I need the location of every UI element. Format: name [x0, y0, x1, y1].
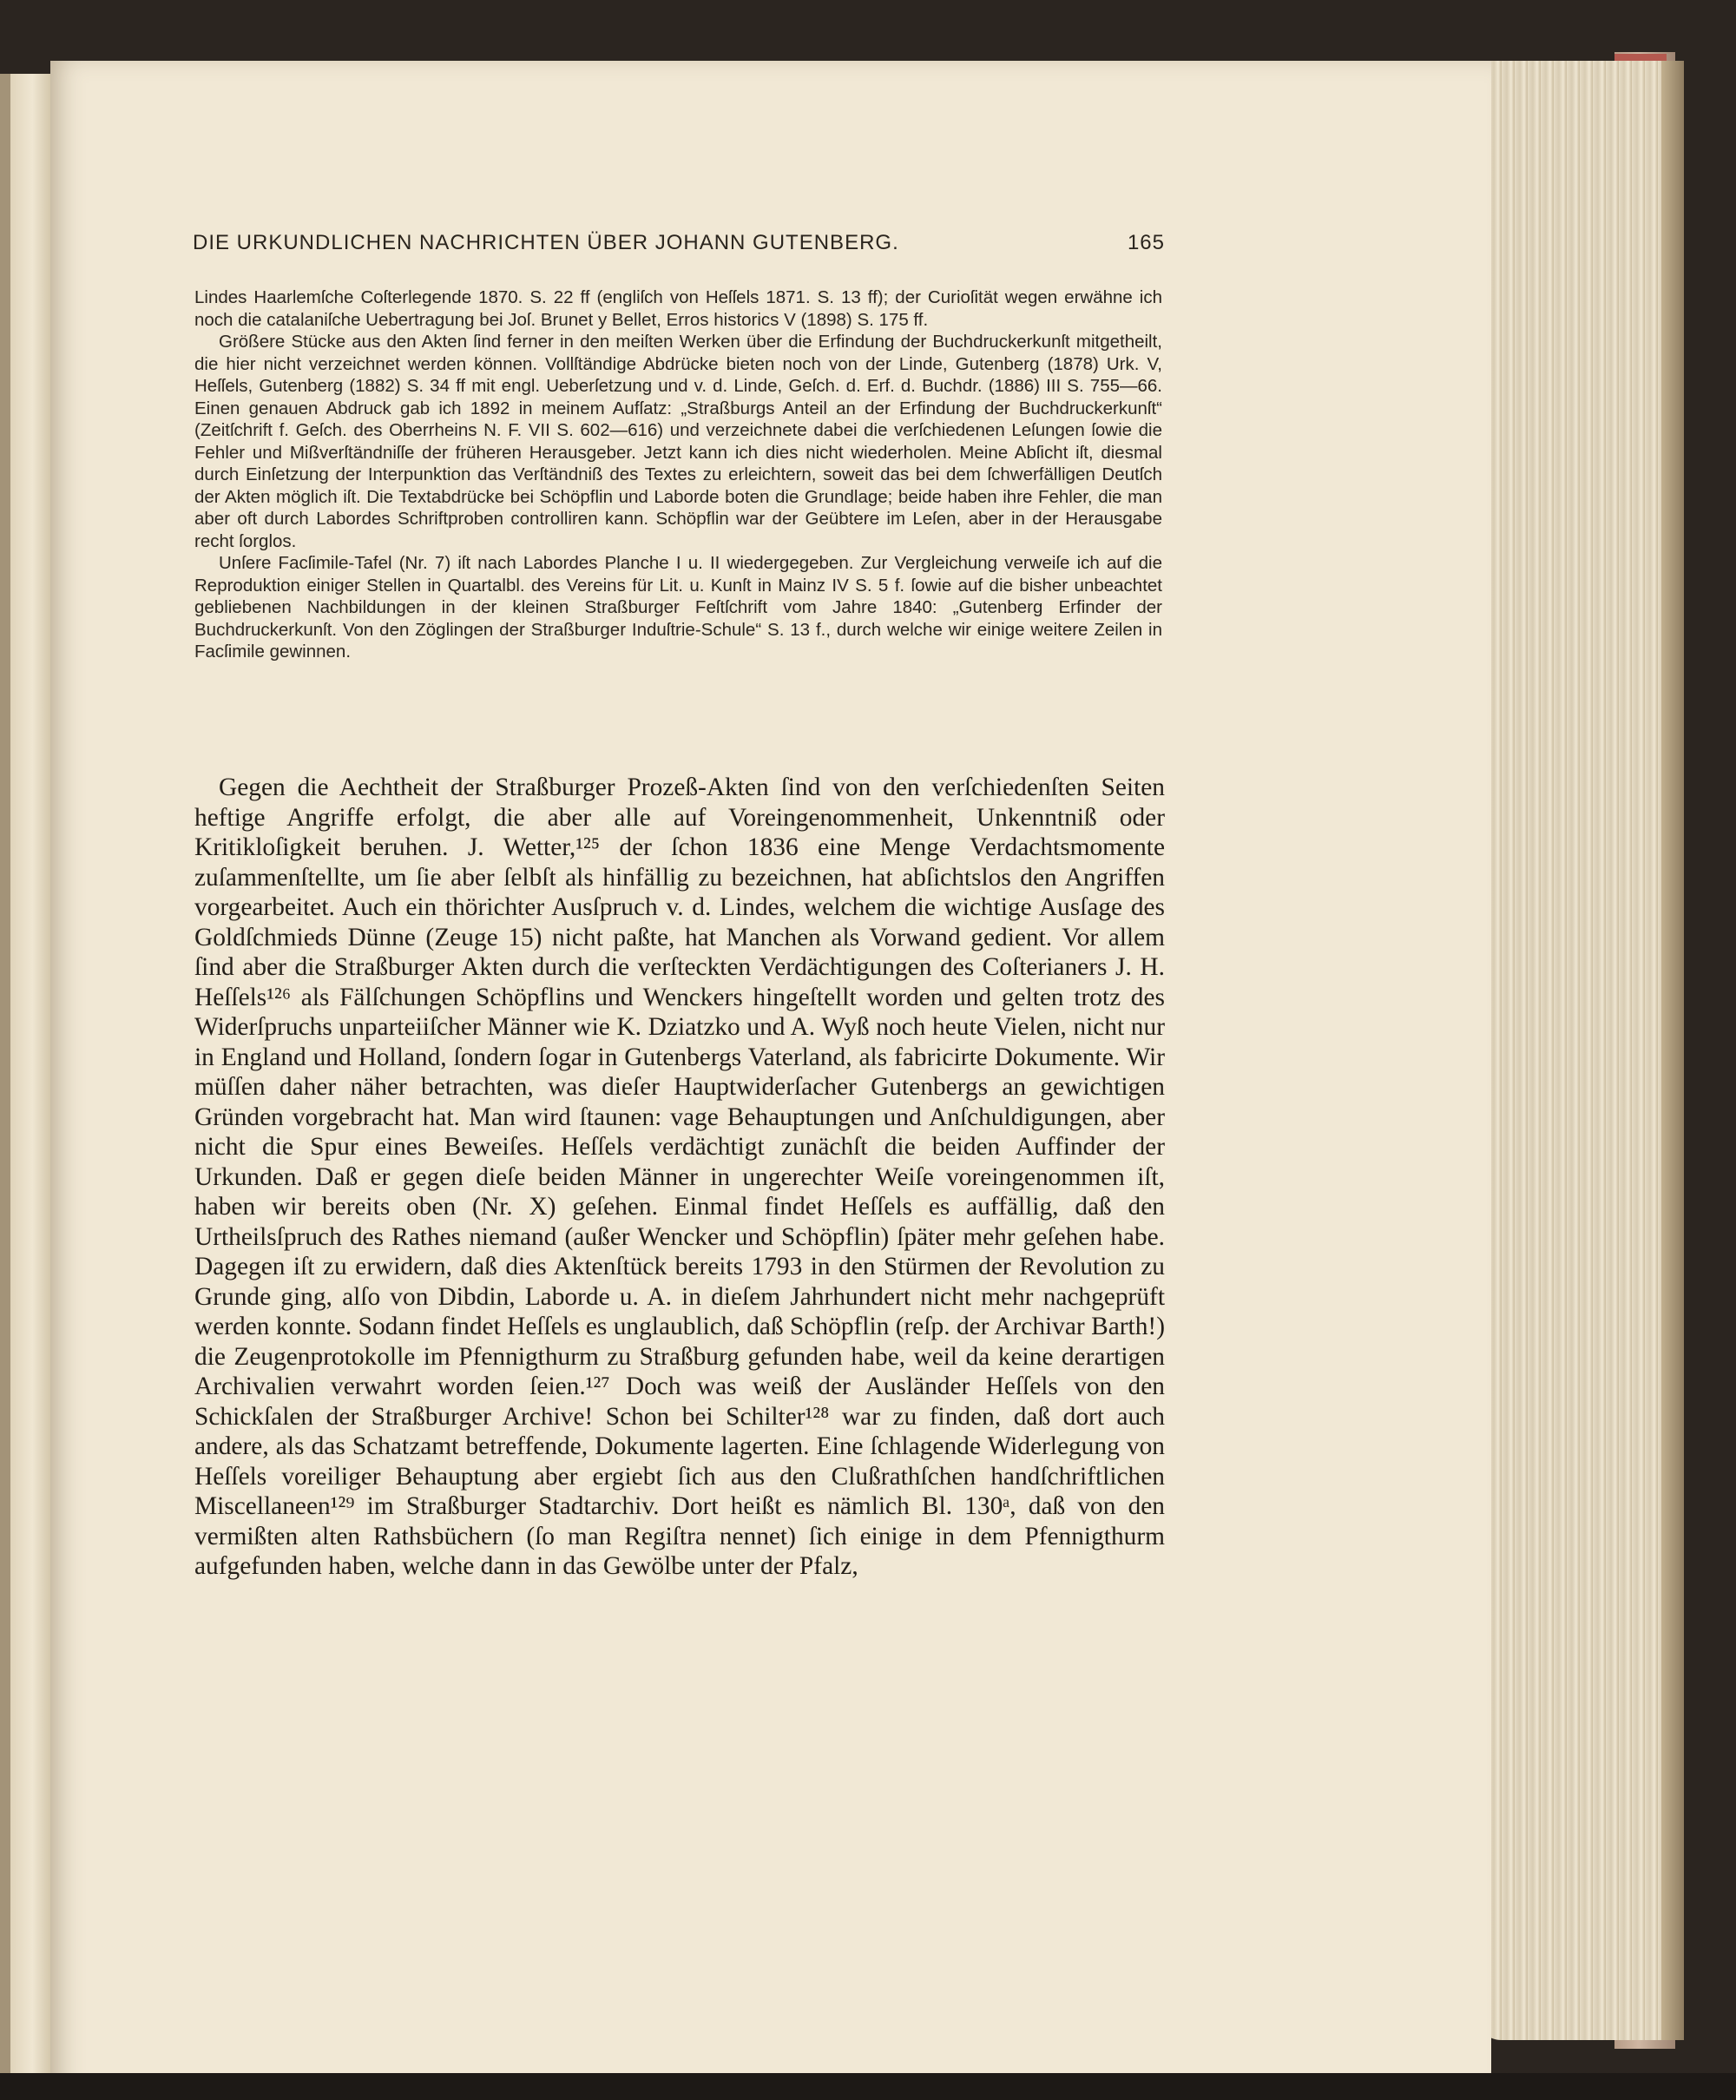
- footnotes-block: [194, 286, 1162, 663]
- left-page-shadow: [0, 74, 10, 2097]
- scan-bottom-border: [0, 2073, 1736, 2100]
- footnote-paragraph: Größere Stücke aus den Akten ſind ferner in den meiſten Werken über die Erfindung der Buchdruckerkunſt mitgetheilt, die hier nicht verzeichnet werden können. Vollſtändige Abdrücke bieten noch von der Linde, Gutenberg (1878) Urk. V, Heſſels, Gutenberg (1882) S. 34 ff mit engl. Ueberſetzung und v. d. Linde, Geſch. d. Erf. d. Buchdr. (1886) III S. 755—66. Einen genauen Abdruck gab ich 1892 in meinem Aufſatz: „Straßburgs Anteil an der Erfindung der Buchdruckerkunſt“ (Zeitſchrift f. Geſch. des Oberrheins N. F. VII S. 602—616) und verzeichnete dabei die verſchiedenen Leſungen ſowie die Fehler und Mißverſtändniſſe der früheren Herausgeber. Jetzt kann ich dies nicht wiederholen. Meine Abſicht iſt, diesmal durch Einſetzung der Interpunktion das Verſtändniß des Textes zu erleichtern, soweit das bei dem ſchwerfälligen Deutſch der Akten möglich iſt. Die Textabdrücke bei Schöpflin und Laborde boten die Grundlage; beide haben ihre Fehler, die man aber oft durch Labordes Schriftproben controlliren kann. Schöpflin war der Geübtere im Leſen, aber in der Herausgabe recht ſorglos.: [194, 332, 1162, 551]
- body-paragraph: Gegen die Aechtheit der Straßburger Prozeß-Akten ſind von den verſchiedenſten Seiten heftige Angriffe erfolgt, die aber alle auf Voreingenommenheit, Unkenntniß oder Kritikloſigkeit beruhen. J. Wetter,¹²⁵ der ſchon 1836 eine Menge Verdachtsmomente zuſammenſtellte, um ſie aber ſelbſt als hinfällig zu bezeichnen, hat abſichtslos den Angriffen vorgearbeitet. Auch ein thörichter Ausſpruch v. d. Lindes, welchem die wichtige Ausſage des Goldſchmieds Dünne (Zeuge 15) nicht paßte, hat Manchen als Vorwand gedient. Vor allem ſind aber die Straßburger Akten durch die verſteckten Verdächtigungen des Coſterianers J. H. Heſſels¹²⁶ als Fälſchungen Schöpflins und Wenckers hingeſtellt worden und gelten trotz des Widerſpruchs unparteiiſcher Männer wie K. Dziatzko und A. Wyß noch heute Vielen, nicht nur in England und Holland, ſondern ſogar in Gutenbergs Vaterland, als fabricirte Dokumente. Wir müſſen daher näher betrachten, was dieſer Hauptwiderſacher Gutenbergs an gewichtigen Gründen vorgebracht hat. Man wird ſtaunen: vage Behauptungen und Anſchuldigungen, aber nicht die Spur eines Beweiſes. Heſſels verdächtigt zunächſt die beiden Auffinder der Urkunden. Daß er gegen dieſe beiden Männer in ungerechter Weiſe voreingenommen iſt, haben wir bereits oben (Nr. X) geſehen. Einmal findet Heſſels es auffällig, daß den Urtheilsſpruch des Rathes niemand (außer Wencker und Schöpflin) ſpäter mehr geſehen habe. Dagegen iſt zu erwidern, daß dies Aktenſtück bereits 1793 in den Stürmen der Revolution zu Grunde ging, alſo von Dibdin, Laborde u. A. in dieſem Jahrhundert nicht mehr nachgeprüft werden konnte. Sodann findet Heſſels es unglaublich, daß Schöpflin (reſp. der Archivar Barth!) die Zeugenprotokolle im Pfennigthurm zu Straßburg gefunden habe, weil da keine derartigen Archivalien verwahrt worden ſeien.¹²⁷ Doch was weiß der Ausländer Heſſels von den Schickſalen der Straßburger Archive! Schon bei Schilter¹²⁸ war zu finden, daß dort auch andere, als das Schatzamt betreffende, Dokumente lagerten. Eine ſchlagende Widerlegung von Heſſels voreiliger Behauptung aber ergiebt ſich aus den Clußrathſchen handſchriftlichen Miscellaneen¹²⁹ im Straßburger Stadtarchiv. Dort heißt es nämlich Bl. 130ᵃ, daß von den vermißten alten Rathsbüchern (ſo man Regiſtra nennet) ſich einige in dem Pfennigthurm aufgefunden haben, welche dann in das Gewölbe unter der Pfalz,: [194, 774, 1165, 1580]
- footnote-paragraph: Lindes Haarlemſche Coſterlegende 1870. S. 22 ff (engliſch von Heſſels 1871. S. 13 ff); der Curioſität wegen erwähne ich noch die catalaniſche Uebertragung bei Joſ. Brunet y Bellet, Erros historics V (1898) S. 175 ff.: [194, 287, 1162, 330]
- running-head-title: DIE URKUNDLICHEN NACHRICHTEN ÜBER JOHANN GUTENBERG.: [193, 231, 899, 254]
- footnote-paragraph: Unſere Facſimile-Tafel (Nr. 7) iſt nach Labordes Planche I u. II wiedergegeben. Zur Vergleichung verweiſe ich auf die Reproduktion einiger Stellen in Quartalbl. des Vereins für Lit. u. Kunſt in Mainz IV S. 5 f. ſowie auf die bisher unbeachtet gebliebenen Nachbildungen in der kleinen Straßburger Feſtſchrift vom Jahre 1840: „Gutenberg Erfinder der Buchdruckerkunſt. Von den Zöglingen der Straßburger Induſtrie-Schule“ S. 13 f., durch welche wir einige weitere Zeilen in Facſimile gewinnen.: [194, 553, 1162, 662]
- page-number: 165: [1127, 231, 1165, 254]
- main-text: [194, 773, 1165, 1582]
- page-fore-edge: [1476, 61, 1675, 2040]
